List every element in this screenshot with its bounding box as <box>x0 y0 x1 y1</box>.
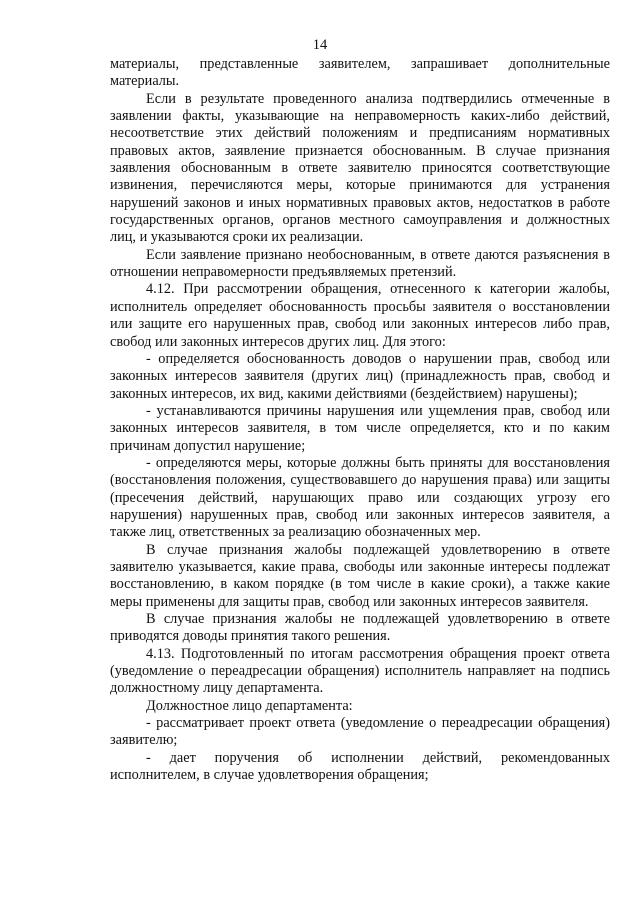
paragraph-4-13: 4.13. Подготовленный по итогам рассмотрения обращения проект ответа (уведомление о переадресации обращения) исполнитель направляет на подпись должностному лицу департамента. <box>110 645 610 697</box>
list-item-measures: - определяются меры, которые должны быть приняты для восстановления (восстановления положения, существовавшего до нарушения права) или защиты (пресечения действий, нарушающих право или создающих угрозу его нарушения) нарушенных прав, свобод или законных интересов заявителя, а также лиц, ответственных за реализацию обозначенных мер. <box>110 454 610 541</box>
list-item-causes: - устанавливаются причины нарушения или ущемления прав, свобод или законных интересов заявителя, в том числе определяется, кто и по каким причинам допустил нарушение; <box>110 402 610 454</box>
paragraph-continuation: материалы, представленные заявителем, запрашивает дополнительные материалы. <box>110 56 610 90</box>
page-number: 14 <box>312 37 328 53</box>
paragraph-official: Должностное лицо департамента: <box>146 697 353 714</box>
paragraph-complaint-rejected: В случае признания жалобы не подлежащей удовлетворению в ответе приводятся доводы принятия такого решения. <box>110 611 610 645</box>
paragraph-unjustified-complaint: Если заявление признано необоснованным, в ответе даются разъяснения в отношении неправомерности предъявляемых претензий. <box>110 246 610 281</box>
paragraph-4-12: 4.12. При рассмотрении обращения, отнесенного к категории жалобы, исполнитель определяет обоснованность просьбы заявителя о восстановлении или защите его нарушенных прав, свобод или законных интересов либо прав, свобод или законных интересов других лиц. Для этого: <box>110 281 610 350</box>
paragraph-complaint-satisfied: В случае признания жалобы подлежащей удовлетворению в ответе заявителю указывается, какие права, свободы или законные интересы подлежат восстановлению, в каком порядке (в том числе в какие сроки), а также какие меры применены для защиты прав, свобод или законных интересов заявителя. <box>110 541 610 610</box>
list-item-review-draft: - рассматривает проект ответа (уведомление о переадресации обращения) заявителю; <box>110 715 610 749</box>
paragraph-justified-complaint: Если в результате проведенного анализа подтвердились отмеченные в заявлении факты, указывающие на неправомерность каких-либо действий, несоответствие этих действий положениям и предписаниям нормативных правовых актов, заявление признается обоснованным. В случае признания заявления обоснованным в ответе заявителю приносятся соответствующие извинения, перечисляются меры, которые принимаются для устранения нарушений законов и иных нормативных правовых актов, недостатков в работе государственных органов, органов местного самоуправления и должностных лиц, и указываются сроки их реализации. <box>110 90 610 246</box>
list-item-instructions: - дает поручения об исполнении действий, рекомендованных исполнителем, в случае удовлетворения обращения; <box>110 749 610 784</box>
document-body <box>110 56 610 784</box>
list-item-grounds: - определяется обоснованность доводов о нарушении прав, свобод или законных интересов заявителя (других лиц) (принадлежность прав, свобод и законных интересов, их вид, какими действиями (бездействием) нарушены); <box>110 350 610 402</box>
